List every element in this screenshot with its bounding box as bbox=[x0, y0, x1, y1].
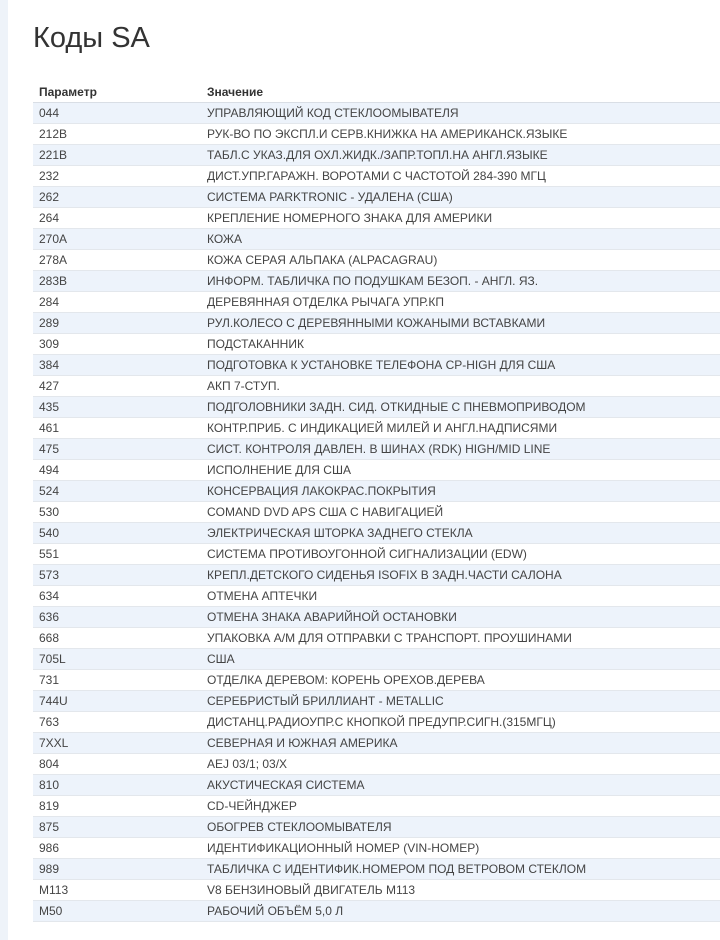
table-row bbox=[33, 565, 720, 586]
table-row bbox=[33, 439, 720, 460]
sa-description-cell: США bbox=[201, 649, 720, 670]
sa-code-cell: 461 bbox=[33, 418, 201, 439]
sa-description-cell: CD-ЧЕЙНДЖЕР bbox=[201, 796, 720, 817]
table-row bbox=[33, 355, 720, 376]
sa-description-cell: КОНСЕРВАЦИЯ ЛАКОКРАС.ПОКРЫТИЯ bbox=[201, 481, 720, 502]
sa-code-cell: 475 bbox=[33, 439, 201, 460]
table-row bbox=[33, 691, 720, 712]
table-row bbox=[33, 313, 720, 334]
sa-description-cell: ПОДГОЛОВНИКИ ЗАДН. СИД. ОТКИДНЫЕ С ПНЕВМОПРИВОДОМ bbox=[201, 397, 720, 418]
sa-description-cell: СИСТ. КОНТРОЛЯ ДАВЛЕН. В ШИНАХ (RDK) HIGH/MID LINE bbox=[201, 439, 720, 460]
table-row bbox=[33, 880, 720, 901]
header-row bbox=[33, 81, 720, 103]
sa-code-cell: 283B bbox=[33, 271, 201, 292]
page-title: Коды SA bbox=[33, 22, 150, 54]
table-row bbox=[33, 166, 720, 187]
column-header-parameter: Параметр bbox=[33, 81, 201, 103]
sa-code-cell: 289 bbox=[33, 313, 201, 334]
sa-description-cell: COMAND DVD APS США С НАВИГАЦИЕЙ bbox=[201, 502, 720, 523]
sa-description-cell: СЕВЕРНАЯ И ЮЖНАЯ АМЕРИКА bbox=[201, 733, 720, 754]
sa-code-cell: 875 bbox=[33, 817, 201, 838]
table-row bbox=[33, 754, 720, 775]
table-row bbox=[33, 586, 720, 607]
sa-code-cell: 7XXL bbox=[33, 733, 201, 754]
table-row bbox=[33, 775, 720, 796]
table-row bbox=[33, 796, 720, 817]
sa-code-cell: 264 bbox=[33, 208, 201, 229]
table-row bbox=[33, 334, 720, 355]
sa-description-cell: AEJ 03/1; 03/X bbox=[201, 754, 720, 775]
table-row bbox=[33, 628, 720, 649]
sa-code-cell: 427 bbox=[33, 376, 201, 397]
sa-code-cell: 819 bbox=[33, 796, 201, 817]
table-row bbox=[33, 901, 720, 922]
sa-description-cell: V8 БЕНЗИНОВЫЙ ДВИГАТЕЛЬ M113 bbox=[201, 880, 720, 901]
sa-description-cell: ПОДГОТОВКА К УСТАНОВКЕ ТЕЛЕФОНА CP-HIGH ДЛЯ США bbox=[201, 355, 720, 376]
sa-description-cell: ДИСТАНЦ.РАДИОУПР.С КНОПКОЙ ПРЕДУПР.СИГН.(315МГЦ) bbox=[201, 712, 720, 733]
sa-code-cell: 636 bbox=[33, 607, 201, 628]
sa-description-cell: ПОДСТАКАННИК bbox=[201, 334, 720, 355]
sa-code-cell: 284 bbox=[33, 292, 201, 313]
table-row bbox=[33, 838, 720, 859]
sa-description-cell: СЕРЕБРИСТЫЙ БРИЛЛИАНТ - METALLIC bbox=[201, 691, 720, 712]
sa-code-cell: 435 bbox=[33, 397, 201, 418]
table-row bbox=[33, 418, 720, 439]
sa-code-cell: 705L bbox=[33, 649, 201, 670]
column-header-value: Значение bbox=[201, 81, 720, 103]
sa-code-cell: 986 bbox=[33, 838, 201, 859]
sa-code-cell: 989 bbox=[33, 859, 201, 880]
sa-description-cell: ОБОГРЕВ СТЕКЛООМЫВАТЕЛЯ bbox=[201, 817, 720, 838]
sa-description-cell: КРЕПЛ.ДЕТСКОГО СИДЕНЬЯ ISOFIX В ЗАДН.ЧАСТИ САЛОНА bbox=[201, 565, 720, 586]
sa-code-cell: M50 bbox=[33, 901, 201, 922]
sa-code-cell: 494 bbox=[33, 460, 201, 481]
sa-code-cell: 810 bbox=[33, 775, 201, 796]
sa-code-cell: 524 bbox=[33, 481, 201, 502]
sa-code-cell: 270A bbox=[33, 229, 201, 250]
sa-description-cell: ИНФОРМ. ТАБЛИЧКА ПО ПОДУШКАМ БЕЗОП. - АНГЛ. ЯЗ. bbox=[201, 271, 720, 292]
sa-description-cell: КОЖА bbox=[201, 229, 720, 250]
table-row bbox=[33, 859, 720, 880]
table-header bbox=[33, 81, 720, 103]
sa-code-cell: 309 bbox=[33, 334, 201, 355]
sa-description-cell: ТАБЛИЧКА С ИДЕНТИФИК.НОМЕРОМ ПОД ВЕТРОВОМ СТЕКЛОМ bbox=[201, 859, 720, 880]
sa-code-cell: 384 bbox=[33, 355, 201, 376]
sa-description-cell: РУЛ.КОЛЕСО С ДЕРЕВЯННЫМИ КОЖАНЫМИ ВСТАВКАМИ bbox=[201, 313, 720, 334]
table-row bbox=[33, 292, 720, 313]
sa-description-cell: УПРАВЛЯЮЩИЙ КОД СТЕКЛООМЫВАТЕЛЯ bbox=[201, 103, 720, 124]
sa-description-cell: СИСТЕМА PARKTRONIC - УДАЛЕНА (США) bbox=[201, 187, 720, 208]
sa-description-cell: КОЖА СЕРАЯ АЛЬПАКА (ALPACAGRAU) bbox=[201, 250, 720, 271]
sa-code-cell: 221B bbox=[33, 145, 201, 166]
table-row bbox=[33, 460, 720, 481]
sa-description-cell: ОТДЕЛКА ДЕРЕВОМ: КОРЕНЬ ОРЕХОВ.ДЕРЕВА bbox=[201, 670, 720, 691]
content-panel bbox=[8, 0, 720, 940]
table-row bbox=[33, 229, 720, 250]
table-row bbox=[33, 607, 720, 628]
table-row bbox=[33, 397, 720, 418]
table-row bbox=[33, 481, 720, 502]
table-row bbox=[33, 712, 720, 733]
sa-description-cell: СИСТЕМА ПРОТИВОУГОННОЙ СИГНАЛИЗАЦИИ (EDW) bbox=[201, 544, 720, 565]
table-row bbox=[33, 103, 720, 124]
table-row bbox=[33, 502, 720, 523]
sa-description-cell: АКП 7-СТУП. bbox=[201, 376, 720, 397]
sa-description-cell: ИДЕНТИФИКАЦИОННЫЙ НОМЕР (VIN-НОМЕР) bbox=[201, 838, 720, 859]
table-row bbox=[33, 376, 720, 397]
sa-code-cell: 763 bbox=[33, 712, 201, 733]
sa-description-cell: КРЕПЛЕНИЕ НОМЕРНОГО ЗНАКА ДЛЯ АМЕРИКИ bbox=[201, 208, 720, 229]
sa-description-cell: РУК-ВО ПО ЭКСПЛ.И СЕРВ.КНИЖКА НА АМЕРИКАНСК.ЯЗЫКЕ bbox=[201, 124, 720, 145]
sa-code-cell: 744U bbox=[33, 691, 201, 712]
sa-code-cell: 551 bbox=[33, 544, 201, 565]
sa-code-cell: 212B bbox=[33, 124, 201, 145]
table-row bbox=[33, 733, 720, 754]
table-row bbox=[33, 544, 720, 565]
table-row bbox=[33, 187, 720, 208]
table-row bbox=[33, 670, 720, 691]
sa-description-cell: ДИСТ.УПР.ГАРАЖН. ВОРОТАМИ С ЧАСТОТОЙ 284-390 МГЦ bbox=[201, 166, 720, 187]
sa-description-cell: РАБОЧИЙ ОБЪЁМ 5,0 Л bbox=[201, 901, 720, 922]
sa-code-cell: 262 bbox=[33, 187, 201, 208]
sa-code-cell: 540 bbox=[33, 523, 201, 544]
table-body bbox=[33, 103, 720, 922]
sa-code-cell: 232 bbox=[33, 166, 201, 187]
sa-code-cell: 573 bbox=[33, 565, 201, 586]
sa-code-cell: 634 bbox=[33, 586, 201, 607]
table-row bbox=[33, 208, 720, 229]
table-row bbox=[33, 145, 720, 166]
table-row bbox=[33, 250, 720, 271]
sa-description-cell: ОТМЕНА АПТЕЧКИ bbox=[201, 586, 720, 607]
sa-code-cell: M113 bbox=[33, 880, 201, 901]
sa-description-cell: ТАБЛ.С УКАЗ.ДЛЯ ОХЛ.ЖИДК./ЗАПР.ТОПЛ.НА АНГЛ.ЯЗЫКЕ bbox=[201, 145, 720, 166]
sa-code-cell: 804 bbox=[33, 754, 201, 775]
sa-code-cell: 530 bbox=[33, 502, 201, 523]
sa-code-cell: 278A bbox=[33, 250, 201, 271]
table-row bbox=[33, 124, 720, 145]
sa-description-cell: ЭЛЕКТРИЧЕСКАЯ ШТОРКА ЗАДНЕГО СТЕКЛА bbox=[201, 523, 720, 544]
table-row bbox=[33, 649, 720, 670]
sa-description-cell: КОНТР.ПРИБ. С ИНДИКАЦИЕЙ МИЛЕЙ И АНГЛ.НАДПИСЯМИ bbox=[201, 418, 720, 439]
table-row bbox=[33, 817, 720, 838]
sa-code-cell: 731 bbox=[33, 670, 201, 691]
sa-code-cell: 044 bbox=[33, 103, 201, 124]
sa-codes-table bbox=[33, 81, 720, 922]
table-row bbox=[33, 523, 720, 544]
sa-description-cell: АКУСТИЧЕСКАЯ СИСТЕМА bbox=[201, 775, 720, 796]
sa-code-cell: 668 bbox=[33, 628, 201, 649]
sa-description-cell: ИСПОЛНЕНИЕ ДЛЯ США bbox=[201, 460, 720, 481]
table-row bbox=[33, 271, 720, 292]
sa-description-cell: ДЕРЕВЯННАЯ ОТДЕЛКА РЫЧАГА УПР.КП bbox=[201, 292, 720, 313]
sa-description-cell: ОТМЕНА ЗНАКА АВАРИЙНОЙ ОСТАНОВКИ bbox=[201, 607, 720, 628]
sa-description-cell: УПАКОВКА А/М ДЛЯ ОТПРАВКИ С ТРАНСПОРТ. ПРОУШИНАМИ bbox=[201, 628, 720, 649]
